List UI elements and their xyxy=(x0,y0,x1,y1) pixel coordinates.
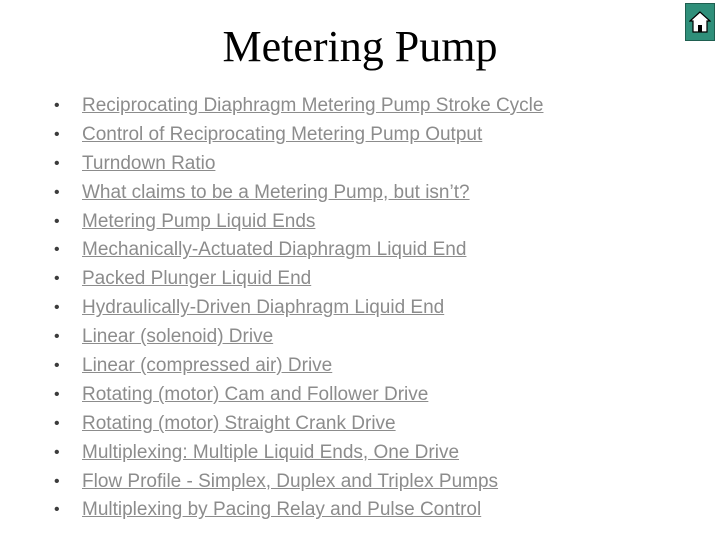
topic-link[interactable]: Linear (compressed air) Drive xyxy=(82,355,333,377)
topic-link[interactable]: Multiplexing: Multiple Liquid Ends, One Drive xyxy=(82,441,460,463)
bullet: • xyxy=(54,472,60,490)
topic-link[interactable]: Hydraulically-Driven Diaphragm Liquid End xyxy=(82,297,445,319)
bullet: • xyxy=(54,385,60,403)
bullet: • xyxy=(54,154,60,172)
topic-link[interactable]: Linear (solenoid) Drive xyxy=(82,326,274,348)
topic-link[interactable]: What claims to be a Metering Pump, but isn’t? xyxy=(82,181,470,203)
topic-link[interactable]: Rotating (motor) Cam and Follower Drive xyxy=(82,383,429,405)
topic-link[interactable]: Rotating (motor) Straight Crank Drive xyxy=(82,412,396,434)
home-button[interactable] xyxy=(685,3,715,41)
topic-link[interactable]: Metering Pump Liquid Ends xyxy=(82,210,316,232)
topic-link[interactable]: Control of Reciprocating Metering Pump Output xyxy=(82,123,483,145)
slide-title: Metering Pump xyxy=(222,22,498,71)
bullet: • xyxy=(54,212,60,230)
bullet: • xyxy=(54,357,60,375)
home-icon xyxy=(689,10,711,34)
topic-link[interactable]: Packed Plunger Liquid End xyxy=(82,268,312,290)
bullet: • xyxy=(54,241,60,259)
bullet: • xyxy=(54,183,60,201)
bullet: • xyxy=(54,97,60,114)
topic-link[interactable]: Mechanically-Actuated Diaphragm Liquid End xyxy=(82,239,467,261)
bullet: • xyxy=(54,270,60,288)
bullet: • xyxy=(54,443,60,461)
bullet: • xyxy=(54,414,60,432)
topic-link[interactable]: Turndown Ratio xyxy=(82,152,216,174)
bullet: • xyxy=(54,299,60,317)
topic-link[interactable]: Reciprocating Diaphragm Metering Pump Stroke Cycle xyxy=(82,95,544,116)
topic-link[interactable]: Flow Profile - Simplex, Duplex and Triplex Pumps xyxy=(82,470,499,492)
bullet: • xyxy=(54,125,60,143)
bullet: • xyxy=(54,501,60,519)
bullet: • xyxy=(54,328,60,346)
topic-link[interactable]: Multiplexing by Pacing Relay and Pulse Control xyxy=(82,499,482,521)
